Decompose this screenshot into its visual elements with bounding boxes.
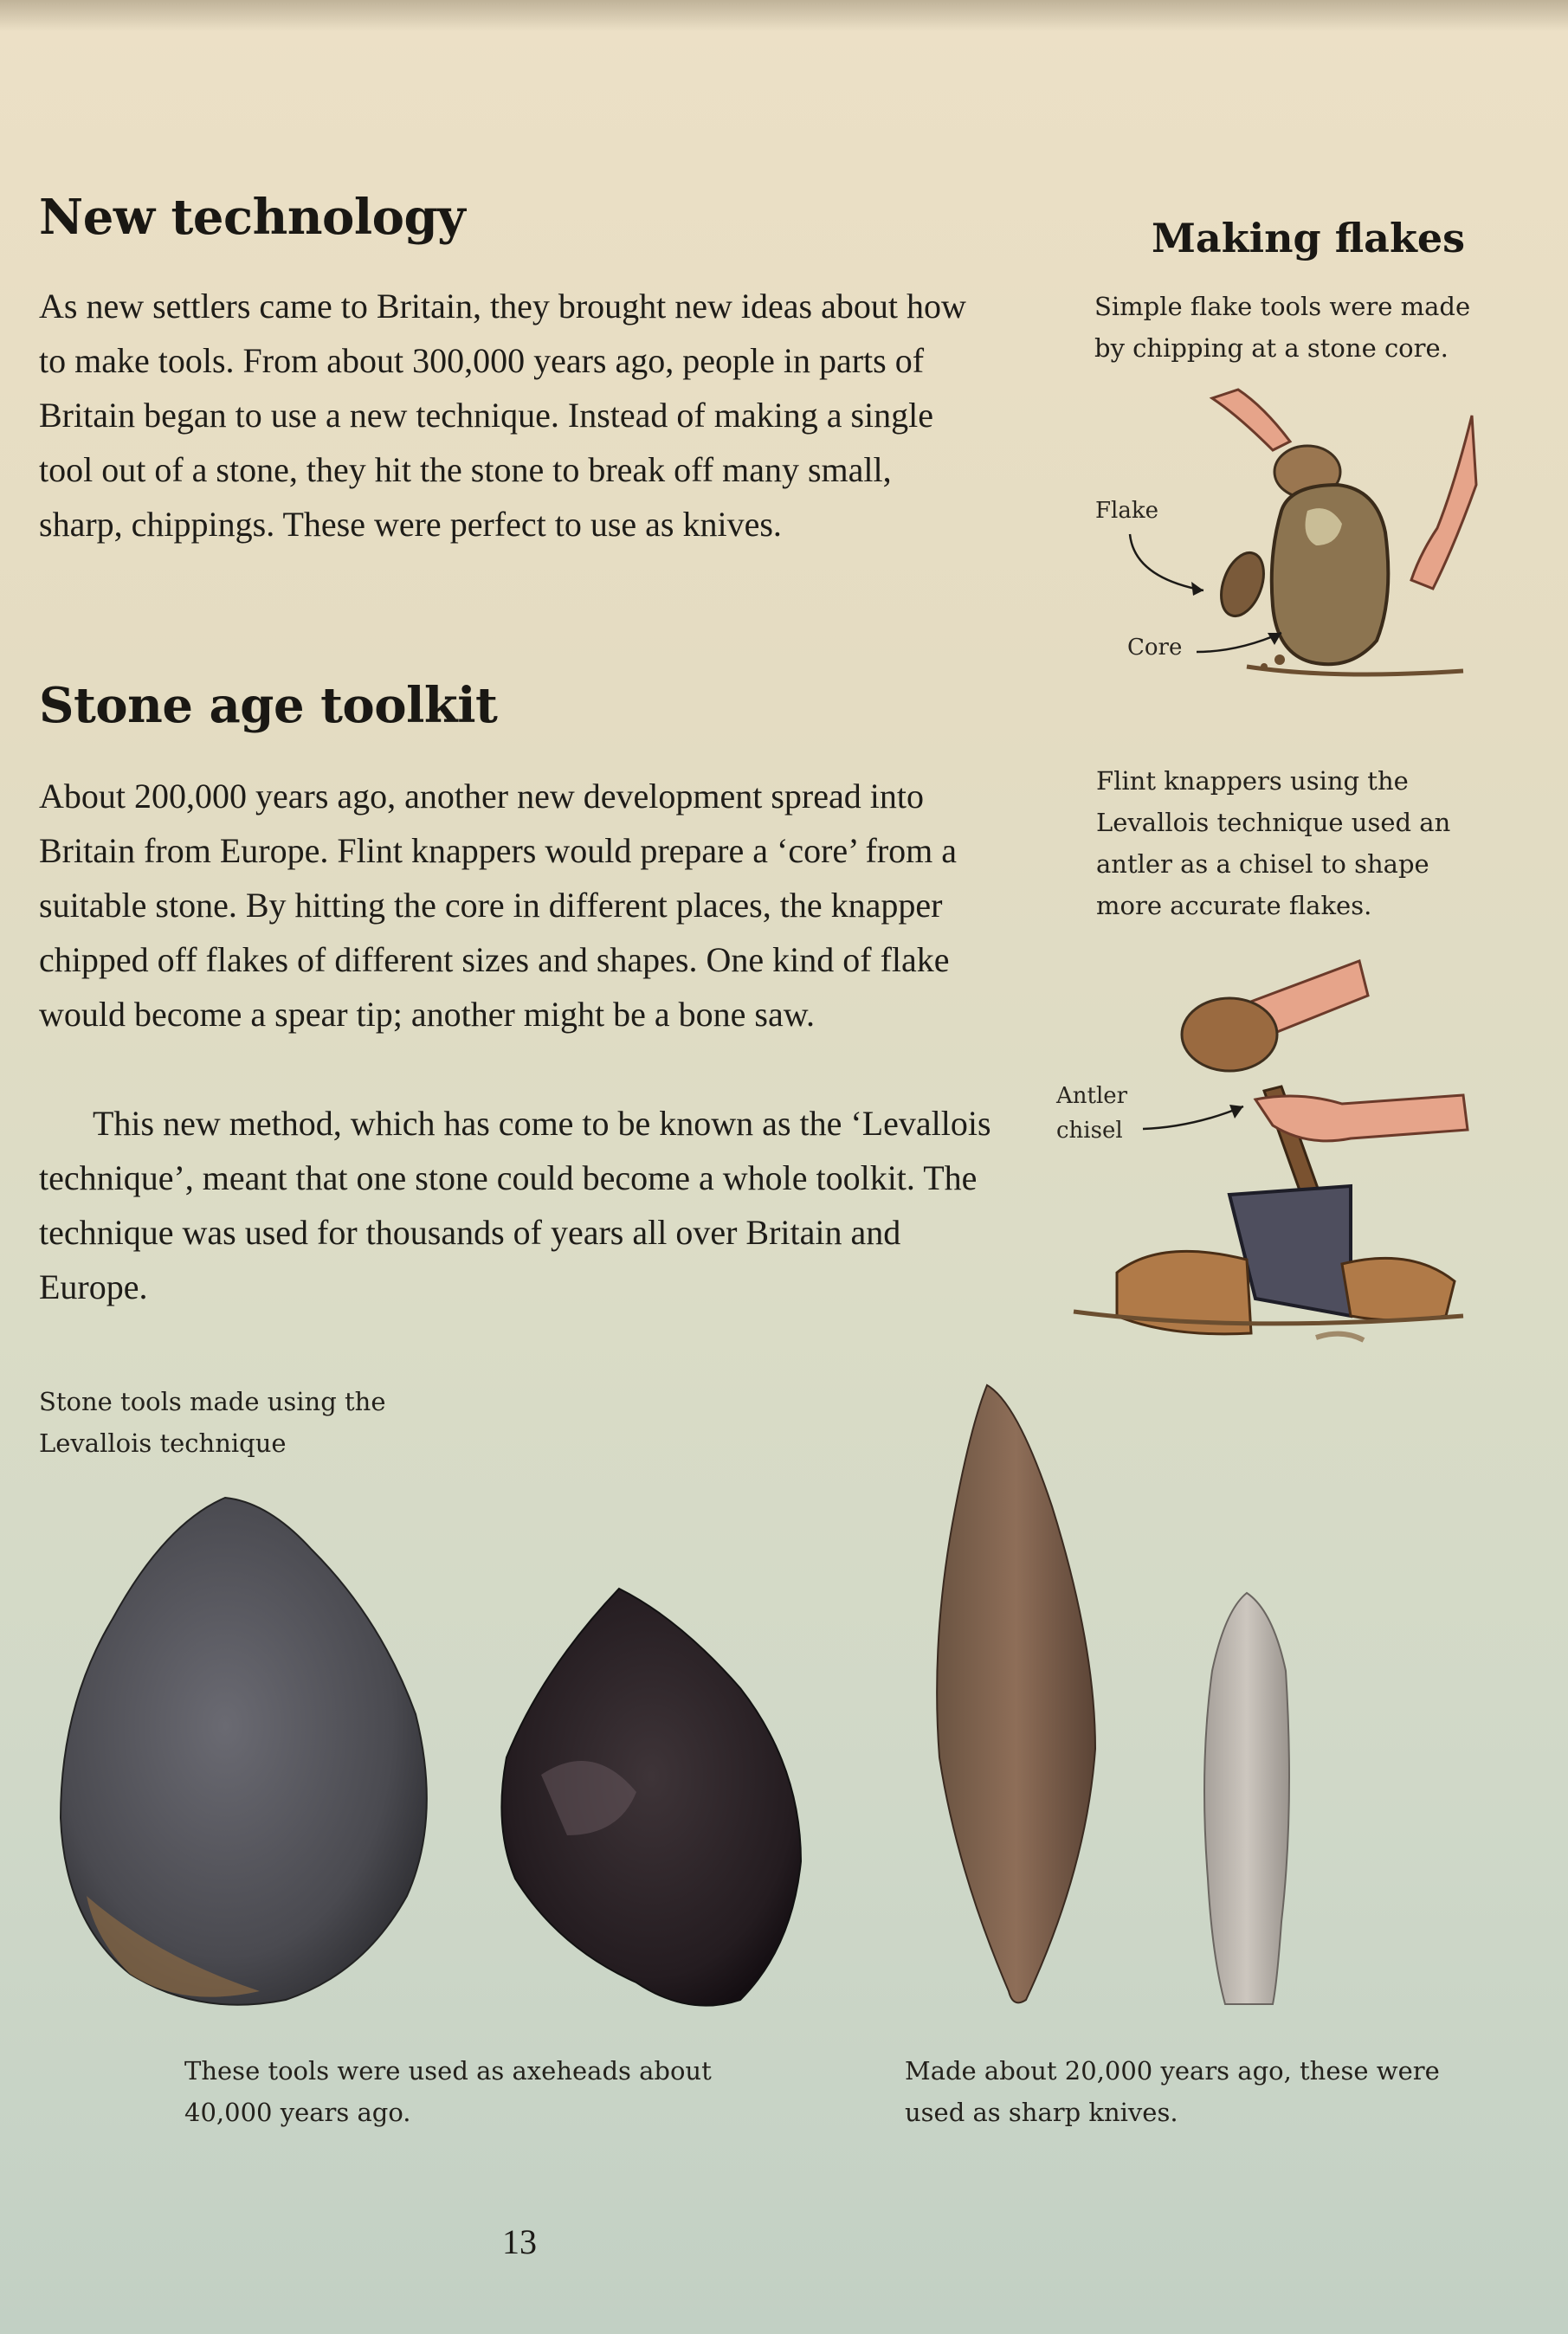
core-pointer-arrow: [1195, 628, 1290, 662]
page-top-edge: [0, 0, 1568, 31]
label-core: Core: [1127, 635, 1183, 661]
toolkit-paragraph-1: About 200,000 years ago, another new development spread into Britain from Europe. Flint knappers would prepare a ‘core’ from a suitable stone. By hitting the core in different places, the knapper chipped off flakes of different sizes and shapes. One kind of flake would become a spear tip; another might be a bone saw.: [39, 777, 957, 1034]
sidebar-caption-levallois: Flint knappers using the Levallois technique used an antler as a chisel to shape more accurate flakes.: [1096, 766, 1451, 920]
stone-tool-axehead-2: [489, 1584, 810, 2017]
page-number: 13: [502, 2222, 537, 2261]
sidebar-title: Making flakes: [1152, 215, 1465, 261]
label-antler-line2: chisel: [1056, 1118, 1123, 1144]
toolkit-paragraph-2: This new method, which has come to be known as the ‘Levallois technique’, meant that one stone could become a whole toolkit. The technique was used for thousands of years all over Britain and Europe.: [39, 1104, 991, 1306]
new-technology-paragraph: As new settlers came to Britain, they brought new ideas about how to make tools. From about 300,000 years ago, people in parts of Britain began to use a new technique. Instead of making a single tool out of a stone, they hit the stone to break off many small, sharp, chippings. These were perfect to use as knives.: [39, 287, 966, 544]
antler-pointer-arrow: [1141, 1096, 1254, 1135]
caption-axeheads: These tools were used as axeheads about 40,000 years ago.: [184, 2056, 712, 2127]
flake-pointer-arrow: [1126, 530, 1221, 599]
section-title-new-technology: New technology: [39, 189, 466, 246]
stone-tool-knife-2: [1195, 1593, 1299, 2008]
label-antler-line1: Antler: [1056, 1083, 1128, 1109]
antler-chisel-illustration: [1065, 952, 1481, 1359]
stone-tool-axehead-1: [52, 1489, 442, 2017]
caption-knives: Made about 20,000 years ago, these were used as sharp knives.: [905, 2056, 1440, 2127]
label-antler-chisel: [1056, 1079, 1127, 1148]
stone-tool-knife-1: [931, 1385, 1104, 2008]
sidebar-caption-simple-flakes: Simple flake tools were made by chipping at a stone core.: [1094, 292, 1471, 363]
section-title-stone-age-toolkit: Stone age toolkit: [39, 677, 498, 734]
label-flake: Flake: [1095, 498, 1158, 524]
stone-tools-intro-caption: Stone tools made using the Levallois technique: [39, 1387, 386, 1458]
